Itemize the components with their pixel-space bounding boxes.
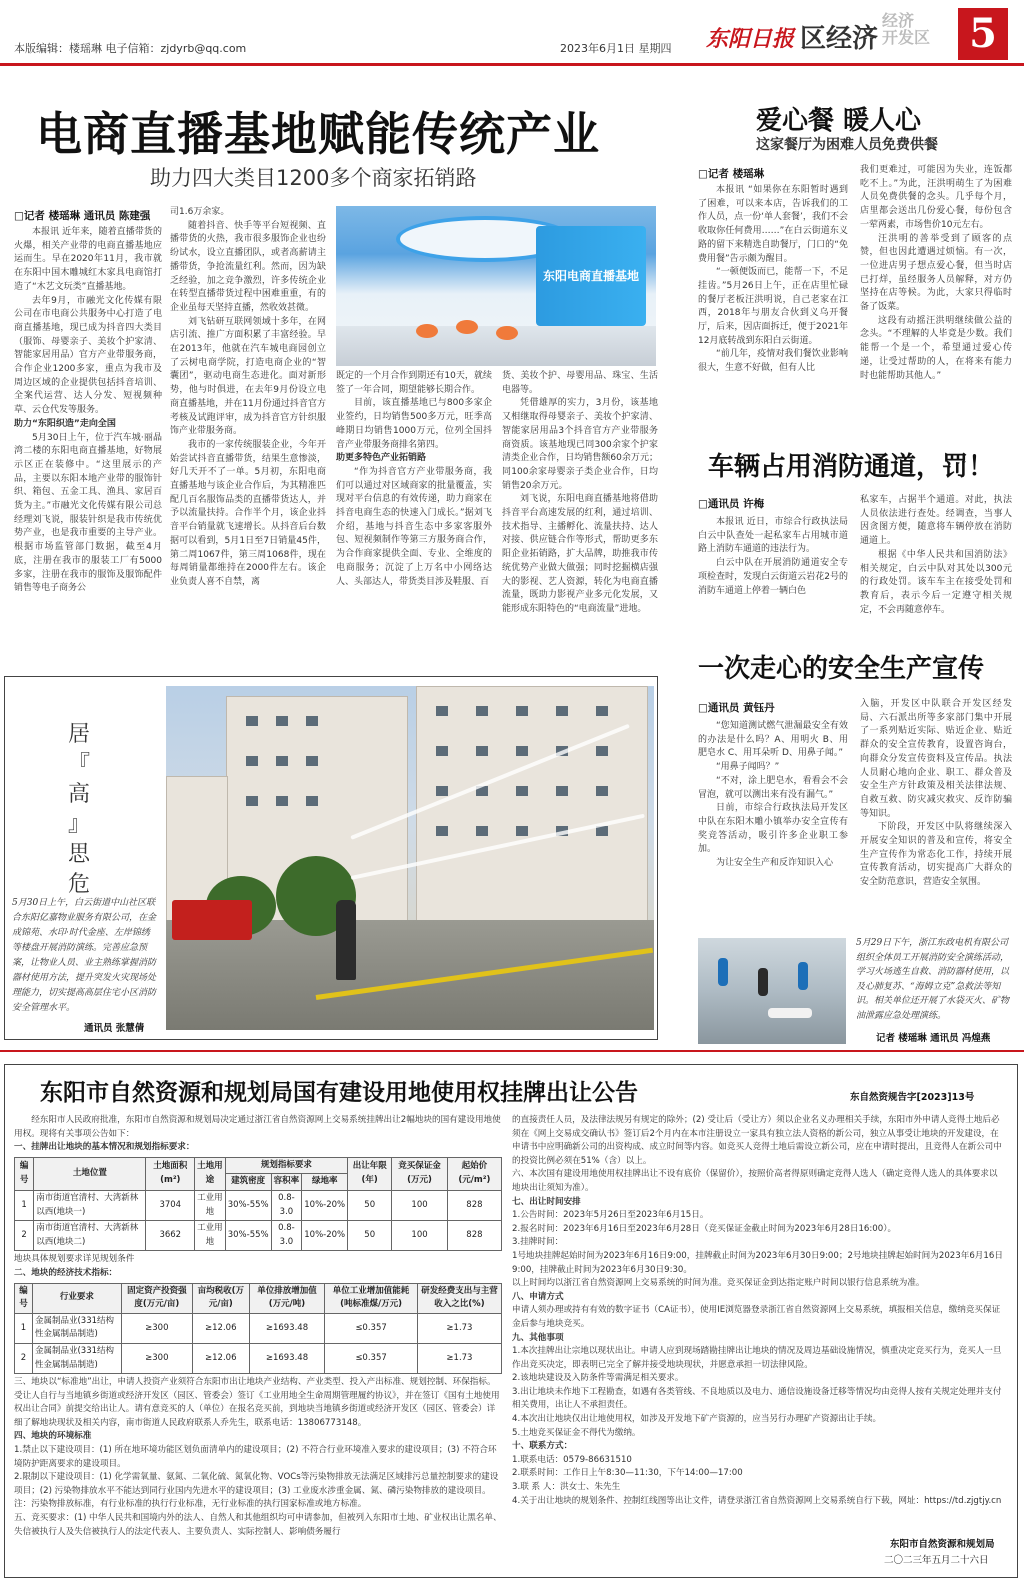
paragraph: 为让安全生产和反诈知识入心 (716, 858, 834, 869)
issue-date: 2023年6月1日 星期四 (560, 42, 672, 55)
window (556, 786, 568, 796)
th-start-price: 起始价(元/m²) (447, 1157, 501, 1190)
fire-truck (172, 900, 252, 940)
paragraph: 入脑，开发区中队联合开发区经发局、六石派出所等多家部门集中开展了一系列贴近实际、贴近企业、贴近群众的安全宣传教育，设置咨询台，向群众分发宣传资料及宣传品。执法人员耐心地向企业、职工、群众普及安全生产方针政策及相关法律法规、自救互救、防灾减灾救灾、反诈防骗等知识。 (860, 699, 1012, 819)
window (436, 746, 448, 756)
paragraph: 5月30日上午，位于汽车城·丽晶湾二楼的东阳电商直播基地，好物展示区正在装修中。“这里展示的产品，主要以东阳本地产业带的服饰针织、箱包、五金工具、渔具、家居百货为主。”市融光文化传媒有限公司总经理刘飞说，服装针织是我市传统优势产业，也是我市重要的主导产业。根据市场监管部门数据，截至4月底，注册在我市的服装工厂有5000多家，注册在我市的服饰及服饰配件销售等电子商务公 (14, 432, 162, 594)
paragraph: 1.联系电话：0579-86631510 (512, 1454, 632, 1465)
fire-drill-photo (166, 686, 654, 1030)
subheading: 八、申请方式 (512, 1291, 564, 1302)
fire-lane-col-1 (698, 516, 848, 616)
masthead-rule (0, 63, 1024, 66)
paragraph: 申请人须办理或持有有效的数字证书（CA证书），使用IE浏览器登录浙江省自然资源网上交易系统，填报相关信息，缴纳竞买保证金后参与地块竞买。 (512, 1305, 1001, 1329)
th-use: 土地用途 (195, 1157, 226, 1190)
paragraph: 既定的一个月合作到期还有10天，就续签了一年合同，期望能够长期合作。 (336, 371, 492, 395)
land-table (14, 1157, 502, 1252)
safety-title: 一次走心的安全生产宣传 (698, 654, 985, 684)
notice-right-column (512, 1114, 1006, 1534)
paragraph: 1.禁止以下建设项目：(1) 所在地环境功能区划负面清单内的建设项目；(2) 不符合行业环境准入要求的建设项目；(3) 不符合环境防护距离要求的建设项目。 (14, 1445, 497, 1469)
paragraph: 根据《中华人民共和国消防法》相关规定，白云中队对其处以300元的行政处罚。该车车主在接受处罚和教育后，表示今后一定遵守相关规定，不会再随意停车。 (860, 549, 1012, 615)
building (416, 686, 648, 928)
paragraph: “您知道测试燃气泄漏最安全有效的办法是什么吗？A、用明火 B、用肥皂水 C、用耳朵听 D、用鼻子闻。” (698, 721, 848, 759)
th-term: 出让年限(年) (348, 1157, 392, 1190)
window (306, 716, 318, 726)
feature-caption: 5月30日上午，白云街道中山社区联合东阳亿嘉物业服务有限公司，在金成锦苑、水印·时代金座、左岸锦绣等楼盘开展消防演练。完善应急预案，让物业人员、业主熟练掌握消防器材使用方法，提升突发火灾现场处理能力，切实提高高层住宅小区消防安全管理水平。 (12, 898, 157, 1013)
editor-line: 本版编辑：楼瑶琳 电子信箱：zjdyrb@qq.com (14, 42, 247, 55)
window (246, 796, 258, 806)
feature-author: 通讯员 张慧倩 (84, 1023, 145, 1034)
lead-col-4 (502, 370, 658, 646)
paragraph: 白云中队在开展消防通道安全专项检查时，发现白云街道云岩花2号的消防车通道上停着一辆白色 (698, 558, 848, 596)
window (436, 786, 448, 796)
paragraph: 2.限制以下建设项目：(1) 化学需氧量、氨氮、二氧化硫、氮氧化物、VOCs等污染物排放无法满足区域排污总量控制要求的建设项目；(2) 污染物排放水平不能达到同行业国内先进水平的建设项目；(3) 工业废水涉重金属、氮、磷污染物排放的建设项目。 (14, 1472, 499, 1496)
fire-lane-byline: □通讯员 许梅 (698, 498, 765, 510)
window (516, 826, 528, 836)
paragraph: 三、地块以“标准地”出让，申请人投资产业须符合东阳市出让地块产业结构、产业类型、投入产出标准、规划控制、环保指标。受让人自行与当地镇乡街道或经济开发区（园区、管委会）签订《工业用地全生命周期管理履约协议》，并在签订《国有土地使用权出让合同》前提交给出让人。请有意竞买的人（单位）在报名竞买前，到地块当地镇乡街道或经济开发区（园区、管委会）详细了解地块现状及相关内容，南市街道人民政府联系人乔先生，联系电话：13806773148。 (14, 1377, 500, 1428)
paragraph: 五、竞买要求：(1) 中华人民共和国境内外的法人、自然人和其他组织均可申请参加，但被列入东阳市土地、矿业权出让黑名单、失信被执行人及失信被执行人的法定代表人、主要负责人、实际控制人、影响债务履行 (14, 1513, 502, 1537)
table-row: 1 南市街道官清村、大湾新林以西(地块一) 3704 工业用地 30%-55% 0.8-3.0 10%-20% 50 100 828 (15, 1190, 502, 1220)
chair-icon (496, 326, 518, 340)
safety-caption: 5月29日下午，浙江东政电机有限公司组织全体员工开展消防安全演练活动，学习火场逃生自救、消防器材使用，以及心肺复苏、“海姆立克”急救法等知识。相关单位还开展了水袋灭火、矿物油泄露应急处理演练。 (856, 938, 1010, 1021)
table-row: 2 南市街道官清村、大湾新林以西(地块二) 3662 工业用地 30%-55% 0.8-3.0 10%-20% 50 100 828 (15, 1221, 502, 1251)
economic-table: 编号 行业要求 固定资产投资强度(万元/亩) 亩均税收(万元/亩) 单位排放增加值(万元/吨) 单位工业增加值能耗(吨标准煤/万元) 研发经费支出与主营收入之比(%) 1 金属制品业(331结构性金属制品制造) ≥300 ≥12.06 ≥1693.48 ≤0.357 ≥1.73 2 金属制品业(331结构性金属制品制造) ≥300 ≥12.06 ≥1693.48 ≤0.357 ≥1.73 (14, 1283, 502, 1375)
window (276, 756, 288, 766)
window (476, 826, 488, 836)
paragraph: 刘飞说，东阳电商直播基地将借助抖音平台高速发展的红利，通过培训、技术指导、主播孵化、流量扶持、达人对接、供应链合作等形式，帮助更多东阳企业拓销路，扩大品牌，助推我市传统优势产业做大做强；同时挖掘横店强大的影视、艺人资源，转化为电商直播流量，既助力影视产业多元化发展，又能形成东阳特色的“电商流量”进地。 (502, 494, 658, 614)
th-no: 编号 (15, 1157, 34, 1190)
window (306, 756, 318, 766)
lead-headline: 电商直播基地赋能传统产业 (36, 107, 600, 161)
window (596, 706, 608, 716)
window (596, 786, 608, 796)
safety-col-2 (860, 698, 1012, 910)
firefighter (336, 900, 356, 980)
subheading: 助力“东阳织造”走向全国 (14, 418, 116, 429)
window (436, 826, 448, 836)
lead-col-3 (336, 370, 492, 646)
love-meal-byline: □记者 楼瑶琳 (698, 168, 765, 180)
notice-doc-no: 东自然资规告字[2023]13号 (850, 1092, 975, 1103)
subheading: 七、出让时间安排 (512, 1196, 581, 1207)
window (596, 746, 608, 756)
paragraph: 5.土地竞买保证金不得代为缴纳。 (512, 1427, 641, 1438)
lead-byline: □记者 楼瑶琳 通讯员 陈建强 (14, 210, 151, 222)
paragraph: 我们更难过，可能因为失业，连饭都吃不上。”为此，汪洪明萌生了为困难人员免费供餐的念头。几乎每个月，店里都会送出几份爱心餐，每份包含一荤两素，市场售价10元左右。 (860, 165, 1012, 230)
paragraph: 凭借雄厚的实力，3月份，该基地又相继取得母婴亲子、美妆个护家清、智能家居用品3个抖音官方产业带服务商资质。该基地现已同300余家个护家清类企业合作，日均销售额60余万元；同100余家母婴亲子类企业合作，日均销售20余万元。 (502, 398, 658, 491)
paragraph: 3.出让地块未作地下工程勘查，如遇有各类管线、不良地质以及电力、通信设施设备迁移等情况均由竞得人按有关规定处理并支付相关费用，出让人不承担责任。 (512, 1386, 1002, 1411)
notice-left-rest (14, 1376, 502, 1572)
paragraph: 2.联系时间：工作日上午8:30—11:30，下午14:00—17:00 (512, 1468, 743, 1479)
paragraph: 4.本次出让地块仅出让地使用权，如涉及开发地下矿产资源的，应当另行办理矿产资源出让手续。 (512, 1414, 882, 1425)
love-meal-title: 爱心餐 暖人心 (756, 106, 922, 136)
love-meal-col-1 (698, 184, 848, 412)
notice-title: 东阳市自然资源和规划局国有建设用地使用权挂牌出让公告 (40, 1079, 638, 1106)
livestream-hall-photo (336, 206, 656, 366)
paragraph: 日前，市综合行政执法局开发区中队在东阳木雕小镇举办安全宣传有奖竞答活动，吸引许多企业职工参加。 (698, 803, 848, 855)
masthead (0, 0, 1024, 68)
paragraph: 2.报名时间：2023年6月16日至2023年6月28日（竞买保证金截止时间为2023年6月28日16:00）。 (512, 1223, 897, 1234)
table-row: 2 金属制品业(331结构性金属制品制造) ≥300 ≥12.06 ≥1693.48 ≤0.357 ≥1.73 (15, 1343, 502, 1373)
th-deposit: 竞买保证金(万元) (392, 1157, 448, 1190)
paragraph: 的直接责任人员，及法律法规另有规定的除外；(2) 受让后（受让方）须以企业名义办理相关手续，东阳市外申请人竞得土地后必须在《网上交易成交确认书》签订后2个月内在本市注册设立一家具有独立法人资格的新公司，独立从事受让地块的开发建设，在申请书中应明确新公司的出资构成、成立时间等内容。如竞买人竞得土地后需设立新公司，应在申请时提出，且竞得人在新公司中的投资比例必须在51%（含）以上。 (512, 1115, 1002, 1166)
paragraph: 目前，该直播基地已与800多家企业签约，日均销售500多万元，旺季高峰期日均销售1000万元，位列全国抖音产业带服务商排名第四。 (336, 398, 492, 450)
subheading: 助更多特色产业拓销路 (336, 453, 427, 464)
lead-subtitle: 助力四大类目1200多个商家拓销路 (150, 166, 477, 190)
love-meal-col-2 (860, 164, 1012, 412)
window (556, 706, 568, 716)
person (798, 962, 808, 990)
paragraph: 本报讯 “如果你在东阳暂时遇到了困难，可以来本店，告诉我们的工作人员，点一份‘单人套餐’，我们不会收取你任何费用……”在白云街道东义路的留下来精选自助餐厅，门口的“免费用餐”告示颇为醒目。 (698, 185, 848, 264)
subheading: 九、其他事项 (512, 1332, 564, 1343)
paragraph: 随着抖音、快手等平台短视频、直播带货的火热，我市很多服饰企业也纷纷试水，设立直播团队，或者高薪请主播带货，争抢流量红利。然而，因为缺乏经验，加之竞争激烈，许多传统企业在转型直播带货过程中困难重重，有的企业虽每天坚持直播，然收效甚微。 (170, 220, 326, 313)
paragraph: 注：污染物排放标准，有行业标准的执行行业标准，无行业标准的执行国家标准或地方标准。 (14, 1499, 367, 1510)
lead-col-2 (170, 206, 326, 646)
love-meal-subtitle: 这家餐厅为困难人员免费供餐 (756, 137, 938, 153)
paragraph: 司1.6万余家。 (170, 207, 230, 217)
paragraph: 六、本次国有建设用地使用权挂牌出让不设有底价（保留价），按照价高者得原则确定竞得人选人（确定竞得人选人的具体要求以地块出让须知为准）。 (512, 1169, 998, 1193)
paragraph: “不对，涂上肥皂水，看看会不会冒泡，就可以测出来有没有漏气。” (698, 775, 848, 800)
paragraph: 去年9月，市融光文化传媒有限公司在市电商公共服务中心打造了电商直播基地，现已成为抖音四大类目（服饰、母婴亲子、美妆个护家清、智能家居用品）官方产业带服务商，合作企业1200多家，重点为我市及周边区域的企业提供包括抖音培训、全案代运营、达人分发、短视频种草、云仓代发等服务。 (14, 295, 162, 416)
notice-intro: 经东阳市人民政府批准，东阳市自然资源和规划局决定通过浙江省自然资源网上交易系统挂牌出让2幅地块的国有建设用地使用权。现将有关事项公告如下： (14, 1115, 501, 1139)
paragraph: 本报讯 近年来，随着直播带货的火爆，相关产业带的电商直播基地应运而生。早在2020年11月，我市就在东阳中国木雕城红木家具电商馆打造了“木艺文玩类”直播基地。 (14, 227, 162, 292)
paragraph: 下阶段，开发区中队将继续深入开展安全知识的普及和宣传，将安全生产宣传作为常态化工作，持续开展宣传教育活动，切实提高广大群众的安全防范意识，营造安全氛围。 (860, 822, 1012, 888)
table-row: 1 金属制品业(331结构性金属制品制造) ≥300 ≥12.06 ≥1693.48 ≤0.357 ≥1.73 (15, 1313, 502, 1343)
th-density: 建筑密度 (225, 1174, 271, 1191)
subheading: 四、地块的环境标准 (14, 1431, 92, 1442)
chair-icon (416, 324, 438, 338)
lead-col-1 (14, 226, 162, 646)
fire-lane-title: 车辆占用消防通道，罚！ (708, 452, 995, 482)
paragraph: 这段有动摇汪洪明继续做公益的念头。“不理解的人毕竟是少数。我们能帮一个是一个，希望通过爱心传递，让受过帮助的人，在将来有能力时也能帮助其他人。” (860, 315, 1012, 381)
notice-left-column (14, 1114, 502, 1572)
notice-signer: 东阳市自然资源和规划局 (890, 1539, 995, 1550)
window (516, 786, 528, 796)
paragraph: 1.本次挂牌出让宗地以现状出让。申请人应到现场踏勘挂牌出让地块的情况及周边基础设施情况，慎重决定竞买行为，竞买人一旦作出竞买决定，即表明已完全了解并接受地块现状，并愿意承担一切法律风险。 (512, 1346, 1002, 1370)
chair-icon (456, 320, 478, 334)
th-green: 绿地率 (302, 1174, 348, 1191)
cpr-drill-photo (698, 938, 846, 1044)
paragraph: 2.该地块建设及入防条件等需满足相关要求。 (512, 1373, 684, 1384)
section-title: 区经济 (800, 24, 879, 54)
base-signboard: 东阳电商直播基地 (536, 226, 646, 326)
paragraph: 1.公告时间：2023年5月26日至2023年6月15日。 (512, 1210, 709, 1221)
window (246, 716, 258, 726)
paragraph: 汪洪明的善举受到了顾客的点赞，但也因此遭遇过烦恼。有一次，一位进店男子想点爱心餐，但当时店已打烊，虽经服务人员解释，对方仍坚持在店等候。为此，大家只得临时备了饭菜。 (860, 233, 1012, 313)
person (718, 958, 728, 986)
window (276, 716, 288, 726)
paragraph: 我市的一家传统服装企业，今年开始尝试抖音直播带货，结果生意惨淡，好几天开不了一单。5月初，东阳电商直播基地与该企业合作后，为其精准匹配几百名服饰品类的直播带货达人，并予以流量扶持。合作半个月，该企业抖音平台销量就飞速增长。从抖音后台数据可以看到，5月1日至7日销量45件，第二周1067件，第三周1068件，现在每周销量都维持在2000件左右。该企业负责人喜不自禁，离 (170, 439, 326, 587)
notice-note1: 地块具体规划要求详见规划条件 (14, 1254, 135, 1265)
window (516, 746, 528, 756)
page-number: 5 (958, 8, 1008, 60)
notice-sign-date: 二〇二三年五月二十六日 (884, 1555, 989, 1566)
paragraph: 3.联 系 人：洪女士、朱先生 (512, 1482, 621, 1493)
section-subtitle: 经济 开发区 (882, 11, 931, 47)
paragraph: “用鼻子闻吗？” (716, 762, 780, 773)
paragraph: 本报讯 近日，市综合行政执法局白云中队查处一起私家车占用城市道路上消防车通道的违法行为。 (698, 517, 848, 555)
window (276, 796, 288, 806)
notice-rule (0, 1050, 1024, 1052)
window (436, 706, 448, 716)
fire-lane-col-2 (860, 494, 1012, 616)
paragraph: “前几年，疫情对我们餐饮业影响很大，生意不好做，但有人比 (698, 349, 848, 374)
th-planning: 规划指标要求 (225, 1157, 347, 1174)
paragraph: 私家车，占据半个通道。对此，执法人员依法进行查处。经调查，当事人因贪图方便，随意将车辆停放在消防通道上。 (860, 495, 1012, 547)
paper-logo: 东阳日报 (706, 26, 795, 52)
paragraph: 3.挂牌时间： (512, 1237, 564, 1248)
subheading: 十、联系方式： (512, 1441, 573, 1452)
th-far: 容积率 (271, 1174, 302, 1191)
safety-col-1 (698, 720, 848, 910)
paragraph: “作为抖音官方产业带服务商，我们可以通过对区域商家的批量覆盖，实现对平台信息的有效传递，助力商家在抖音电商生态的快速入门成长。”据刘飞介绍，基地与抖音生态中多家客服外包、短视频制作等第三方服务商合作，为合作商家提供全面、专业、全维度的电商服务；沉淀了上万名中小网络达人、头部达人，带货类目涉及鞋服、百 (336, 466, 492, 587)
person (758, 968, 768, 996)
paragraph: 1号地块挂牌起始时间为2023年6月16日9:00，挂牌截止时间为2023年6月30日9:00；2号地块挂牌起始时间为2023年6月16日9:00，挂牌截止时间为2023年6月30日9:30。 (512, 1250, 1003, 1275)
paragraph: “一顿便饭而已，能帮一下，不足挂齿。”5月26日上午，正在店里忙碌的餐厅老板汪洪明说，自己老家在江西，2018年与朋友合伙到义乌开餐厅，后来，因店面拆迁，便于2021年12月底转战到东阳白云街道。 (698, 267, 848, 346)
safety-byline: □通讯员 黄钰丹 (698, 702, 775, 714)
paragraph: 以上时间均以浙江省自然资源网上交易系统的时间为准。竞买保证金到达指定账户时间以银行信息系统为准。 (512, 1278, 925, 1289)
paragraph: 货、美妆个护、母婴用品、珠宝、生活电器等。 (502, 371, 658, 395)
th-area: 土地面积(m²) (146, 1157, 195, 1190)
feature-vertical-title: 居 『 高 』 思 危 (67, 722, 90, 897)
notice-sec2: 二、地块的经济技术指标： (14, 1267, 118, 1278)
window (246, 756, 258, 766)
window (516, 706, 528, 716)
notice-sec1: 一、挂牌出让地块的基本情况和规划指标要求： (14, 1142, 195, 1153)
mannequin (768, 1008, 812, 1018)
paragraph: 4.关于出让地块的规划条件、控制红线图等出让文件，请登录浙江省自然资源网上交易系统自行下载，网址：https://td.zjgtjy.cn (512, 1495, 1002, 1506)
th-location: 土地位置 (34, 1157, 146, 1190)
window (476, 746, 488, 756)
paragraph: 刘飞钻研互联网领域十多年，在网店引流、推广方面积累了丰富经验。早在2013年，他就在汽车城电商园创立了云树电商学院，打造电商企业的“智囊团”，驱动电商生态进化。面对新形势，他与时俱进，在去年9月份设立电商直播基地，并在11月份通过抖音官方考核及试跑评审，成为抖音官方针织服饰产业带服务商。 (170, 316, 326, 437)
window (306, 796, 318, 806)
safety-author: 记者 楼瑶琳 通讯员 冯煌燕 (876, 1033, 991, 1044)
window (476, 706, 488, 716)
